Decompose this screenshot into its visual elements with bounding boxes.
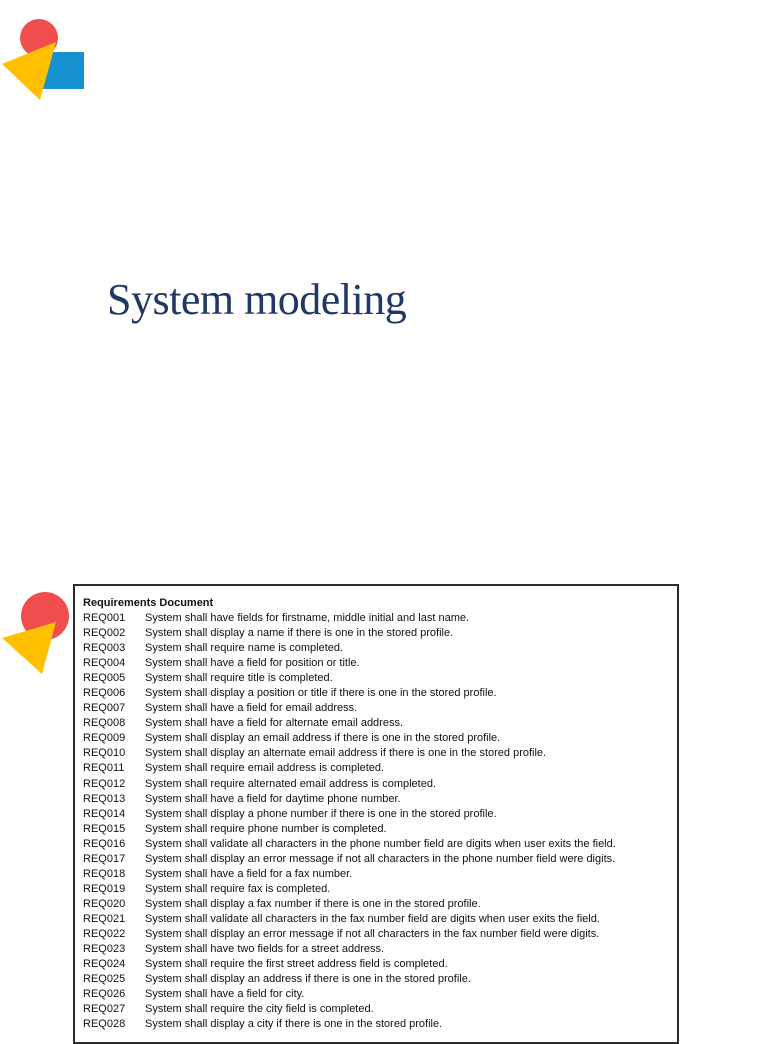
requirement-id: REQ021: [83, 912, 126, 925]
requirement-id: REQ027: [83, 1003, 126, 1016]
requirement-row: [83, 761, 677, 776]
requirement-text: System shall display an address if there is one in the stored profile.: [145, 973, 471, 986]
shapes-logo-icon: [2, 18, 86, 102]
requirement-text: System shall display an email address if there is one in the stored profile.: [145, 732, 501, 745]
requirement-text: System shall require email address is completed.: [145, 762, 385, 775]
requirement-id: REQ014: [83, 807, 126, 820]
requirement-row: [83, 882, 677, 897]
requirement-text: System shall require name is completed.: [145, 642, 344, 655]
requirement-id: REQ012: [83, 777, 126, 790]
requirement-id: REQ004: [83, 657, 126, 670]
requirement-id: REQ020: [83, 897, 126, 910]
slide-title: System modeling: [107, 275, 407, 324]
requirement-text: System shall display a city if there is one in the stored profile.: [145, 1018, 443, 1031]
requirement-row: [83, 626, 677, 641]
requirement-id: REQ015: [83, 822, 126, 835]
requirement-text: System shall display a name if there is one in the stored profile.: [145, 627, 454, 640]
requirement-text: System shall display an alternate email address if there is one in the stored profile.: [145, 747, 547, 760]
requirement-text: System shall require phone number is completed.: [145, 822, 387, 835]
requirement-text: System shall have a field for a fax number.: [145, 867, 353, 880]
requirement-id: REQ001: [83, 612, 126, 624]
slide-1: [0, 0, 768, 512]
requirement-row: [83, 641, 677, 656]
requirement-text: System shall validate all characters in the fax number field are digits when user exits the field.: [145, 912, 600, 925]
requirement-id: REQ017: [83, 852, 126, 865]
requirement-row: [83, 671, 677, 686]
slide-2: [0, 512, 768, 1031]
requirement-text: System shall display a phone number if there is one in the stored profile.: [145, 807, 497, 820]
requirement-row: [83, 957, 677, 972]
requirement-row: [83, 987, 677, 1002]
requirement-row: [83, 807, 677, 822]
requirement-row: [83, 716, 677, 731]
requirement-id: REQ008: [83, 717, 126, 730]
requirement-id: REQ025: [83, 973, 126, 986]
requirement-id: REQ007: [83, 702, 126, 715]
requirement-id: REQ028: [83, 1018, 126, 1031]
requirement-text: System shall require title is completed.: [145, 672, 333, 685]
requirement-row: [83, 912, 677, 927]
requirement-text: System shall have a field for city.: [145, 988, 305, 1001]
requirement-row: [83, 867, 677, 882]
shapes-logo-icon: [0, 594, 84, 678]
requirement-text: System shall have a field for position or title.: [145, 657, 360, 670]
requirement-row: [83, 731, 677, 746]
requirement-text: System shall validate all characters in the phone number field are digits when user exits the field.: [145, 837, 616, 850]
requirement-row: [83, 927, 677, 942]
requirement-text: System shall display an error message if not all characters in the fax number field were digits.: [145, 927, 600, 940]
requirement-row: [83, 837, 677, 852]
requirement-id: REQ009: [83, 732, 126, 745]
requirement-row: [83, 1017, 677, 1032]
requirement-id: REQ011: [83, 762, 125, 775]
requirement-row: [83, 701, 677, 716]
requirement-id: REQ010: [83, 747, 126, 760]
requirement-row: [83, 792, 677, 807]
requirement-id: REQ022: [83, 927, 126, 940]
requirement-row: [83, 852, 677, 867]
requirement-text: System shall have fields for firstname, middle initial and last name.: [145, 612, 470, 624]
requirement-text: System shall require the city field is completed.: [145, 1003, 374, 1016]
requirement-text: System shall display an error message if not all characters in the phone number field were digits.: [145, 852, 616, 865]
requirement-row: [83, 656, 677, 671]
requirements-list: [83, 611, 677, 1032]
requirement-text: System shall have two fields for a street address.: [145, 943, 385, 956]
requirements-document: [73, 584, 679, 1044]
requirement-id: REQ013: [83, 792, 126, 805]
requirement-id: REQ024: [83, 958, 126, 971]
requirement-id: REQ026: [83, 988, 126, 1001]
requirement-row: [83, 972, 677, 987]
requirement-text: System shall display a position or title if there is one in the stored profile.: [145, 687, 497, 700]
requirement-text: System shall require the first street address field is completed.: [145, 958, 448, 971]
requirement-row: [83, 686, 677, 701]
requirement-text: System shall require alternated email address is completed.: [145, 777, 437, 790]
requirement-text: System shall require fax is completed.: [145, 882, 331, 895]
requirement-id: REQ002: [83, 627, 126, 640]
requirement-row: [83, 822, 677, 837]
requirement-id: REQ003: [83, 642, 126, 655]
requirement-text: System shall display a fax number if there is one in the stored profile.: [145, 897, 481, 910]
requirement-row: [83, 611, 677, 626]
requirement-id: REQ016: [83, 837, 126, 850]
requirement-text: System shall have a field for email address.: [145, 702, 358, 715]
requirement-id: REQ023: [83, 943, 126, 956]
requirement-text: System shall have a field for daytime phone number.: [145, 792, 401, 805]
requirement-id: REQ019: [83, 882, 126, 895]
requirement-row: [83, 746, 677, 761]
requirement-row: [83, 1002, 677, 1017]
requirement-row: [83, 777, 677, 792]
requirement-text: System shall have a field for alternate email address.: [145, 717, 404, 730]
requirement-id: REQ018: [83, 867, 126, 880]
requirement-id: REQ006: [83, 687, 126, 700]
requirement-row: [83, 897, 677, 912]
requirement-id: REQ005: [83, 672, 126, 685]
requirement-row: [83, 942, 677, 957]
document-heading: Requirements Document: [83, 597, 214, 609]
